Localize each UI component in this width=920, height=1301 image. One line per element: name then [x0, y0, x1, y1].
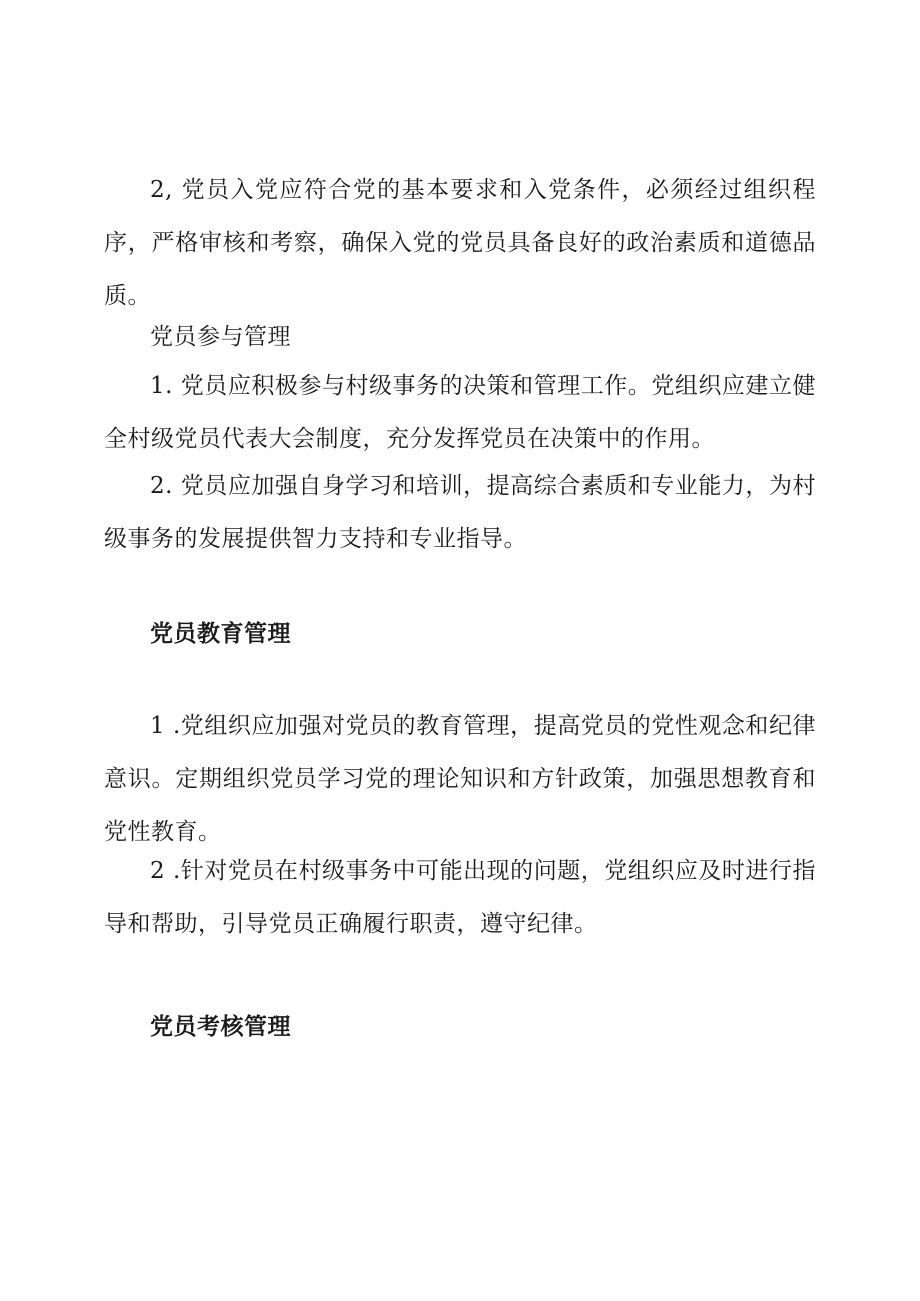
section-heading-education: 党员教育管理 — [150, 621, 291, 647]
paragraph-participation-decision: 1. 党员应积极参与村级事务的决策和管理工作。党组织应建立健全村级党员代表大会制度，充分发挥党员在决策中的作用。 — [104, 373, 816, 452]
section-heading-participation: 党员参与管理 — [150, 324, 291, 350]
paragraph-party-admission-requirements: 2, 党员入党应符合党的基本要求和入党条件，必须经过组织程序，严格审核和考察，确保入党的党员具备良好的政治素质和道德品质。 — [104, 177, 816, 309]
paragraph-education-guidance: 2 .针对党员在村级事务中可能出现的问题，党组织应及时进行指导和帮助，引导党员正确履行职责，遵守纪律。 — [104, 858, 816, 937]
paragraph-education-management: 1 .党组织应加强对党员的教育管理，提高党员的党性观念和纪律意识。定期组织党员学习党的理论知识和方针政策，加强思想教育和党性教育。 — [104, 713, 816, 845]
paragraph-participation-training: 2. 党员应加强自身学习和培训，提高综合素质和专业能力，为村级事务的发展提供智力支持和专业指导。 — [104, 473, 816, 552]
section-heading-assessment: 党员考核管理 — [150, 1014, 291, 1040]
